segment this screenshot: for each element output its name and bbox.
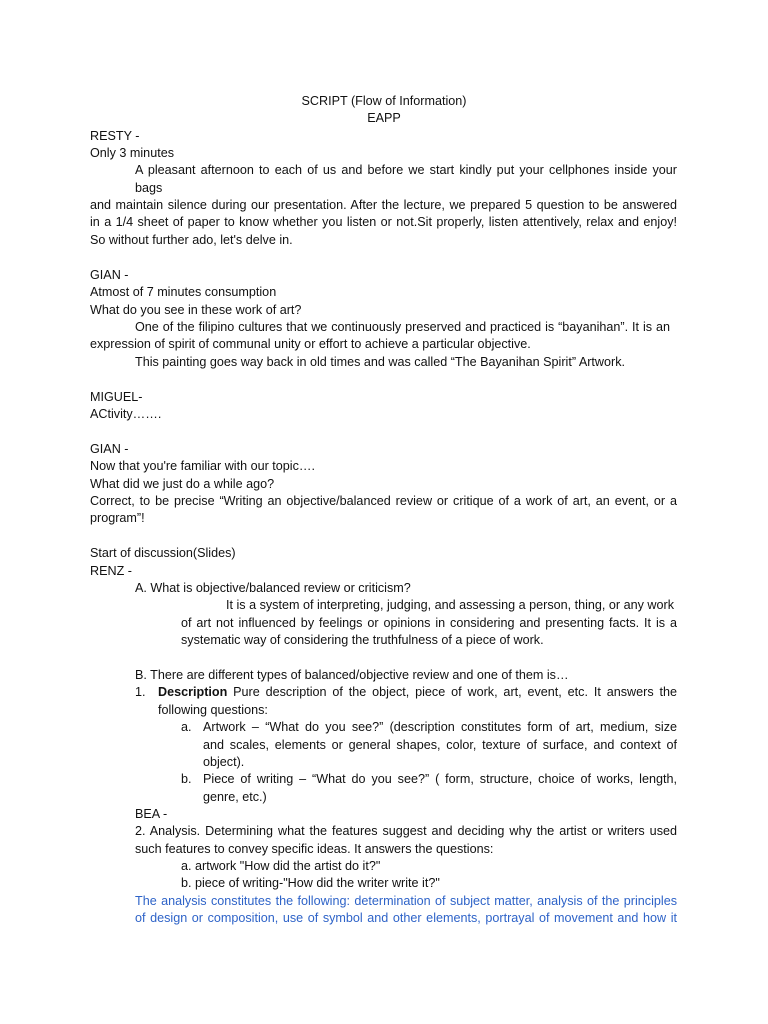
resty-line-3: and maintain silence during our presentation. After the lecture, we prepared 5 question to be answered [90, 198, 677, 212]
speaker-gian-2: GIAN - [90, 442, 129, 456]
sub-b-line-1: Piece of writing – “What do you see?” ( form, structure, choice of works, length, [203, 772, 677, 786]
resty-line-1: A pleasant afternoon to each of us and before we start kindly put your cellphones inside your [135, 163, 677, 177]
gian-1-line-2: One of the filipino cultures that we continuously preserved and practiced is “bayanihan”. It is an [135, 320, 670, 334]
bea-line-3: a. artwork "How did the artist do it?" [181, 859, 381, 873]
sub-a-line-1: Artwork – “What do you see?” (description constitutes form of art, medium, size [203, 720, 677, 734]
gian-1-line-3: expression of spirit of communal unity or effort to achieve a particular objective. [90, 337, 531, 351]
miguel-line-1: ACtivity……. [90, 407, 162, 421]
item-1-line [158, 684, 677, 701]
resty-line-5: So without further ado, let's delve in. [90, 233, 293, 247]
gian-1-time: Atmost of 7 minutes consumption [90, 285, 277, 299]
bea-line-1: 2. Analysis. Determining what the features suggest and deciding why the artist or writers used [135, 824, 677, 838]
sub-a-line-3: object). [203, 755, 245, 769]
section-a-line-1: It is a system of interpreting, judging, and assessing a person, thing, or any work [226, 598, 675, 612]
speaker-bea: BEA - [135, 807, 168, 821]
speaker-renz: RENZ - [90, 564, 132, 578]
resty-time: Only 3 minutes [90, 146, 174, 160]
gian-2-line-4: program”! [90, 511, 145, 525]
gian-2-line-1: Now that you're familiar with our topic…. [90, 459, 315, 473]
speaker-miguel: MIGUEL- [90, 390, 143, 404]
document-subtitle: EAPP [367, 111, 401, 125]
document-title: SCRIPT (Flow of Information) [301, 94, 467, 108]
sub-b-letter: b. [181, 772, 192, 786]
sub-b-line-2: genre, etc.) [203, 790, 267, 804]
discussion-start: Start of discussion(Slides) [90, 546, 236, 560]
section-a-line-2: of art not influenced by feelings or opinions in considering and presenting facts. It is a [181, 616, 677, 630]
speaker-resty: RESTY - [90, 129, 140, 143]
gian-2-line-2: What did we just do a while ago? [90, 477, 275, 491]
section-b-heading: B. There are different types of balanced/objective review and one of them is… [135, 668, 569, 682]
bea-line-4: b. piece of writing-"How did the writer write it?" [181, 876, 440, 890]
sub-a-line-2: and scales, elements or general shapes, color, texture of surface, and context of [203, 738, 677, 752]
gian-1-line-1: What do you see in these work of art? [90, 303, 302, 317]
speaker-gian-1: GIAN - [90, 268, 129, 282]
bea-blue-line-2: of design or composition, use of symbol and other elements, portrayal of movement and how it [135, 911, 677, 925]
resty-line-2: bags [135, 181, 163, 195]
bea-line-2: such features to convey specific ideas. It answers the questions: [135, 842, 494, 856]
section-a-heading: A. What is objective/balanced review or criticism? [135, 581, 411, 595]
sub-a-letter: a. [181, 720, 192, 734]
resty-line-4: in a 1/4 sheet of paper to know whether you listen or not.Sit properly, listen attentively, relax and enjoy! [90, 215, 677, 229]
item-1-number: 1. [135, 685, 146, 699]
item-1-cont: following questions: [158, 703, 268, 717]
gian-1-line-4: This painting goes way back in old times and was called “The Bayanihan Spirit” Artwork. [135, 355, 625, 369]
gian-2-line-3: Correct, to be precise “Writing an objective/balanced review or critique of a work of art, an event, or a [90, 494, 677, 508]
item-1-term: Description [158, 685, 228, 699]
item-1-text: Pure description of the object, piece of work, art, event, etc. It answers the [227, 685, 677, 699]
section-a-line-3: systematic way of considering the truthfulness of a piece of work. [181, 633, 544, 647]
bea-blue-line-1: The analysis constitutes the following: determination of subject matter, analysis of the principles [135, 894, 677, 908]
